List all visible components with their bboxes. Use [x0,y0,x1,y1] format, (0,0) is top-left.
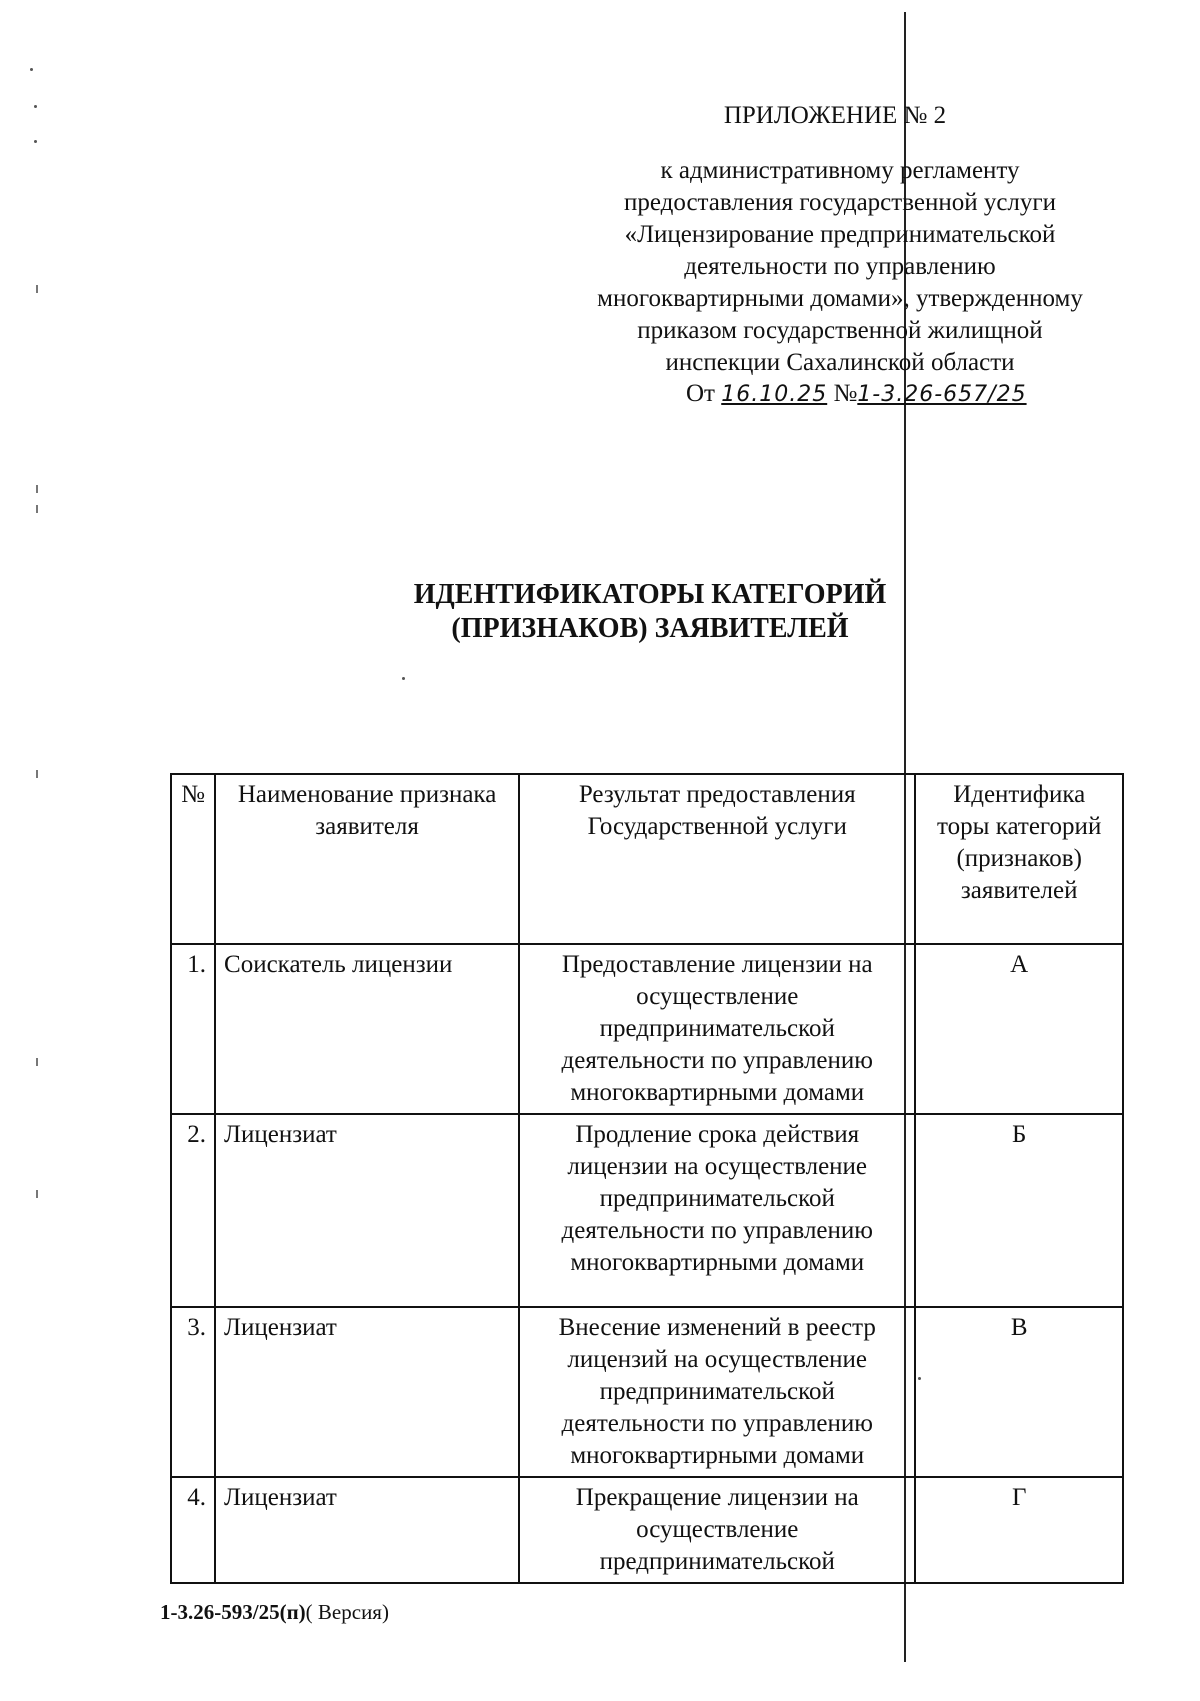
appendix-line: предоставления государственной услуги [623,189,1057,216]
scan-speck [36,505,38,513]
scan-speck [34,105,37,108]
scan-speck [36,285,38,293]
order-reference [686,380,1027,408]
footer-version: ( Версия) [305,1600,389,1624]
row-name: Лицензиат [215,1477,519,1583]
header-name: Наименование признака заявителя [215,774,519,944]
table-row [171,1114,1123,1307]
order-number-label: № [833,380,858,407]
row-result: Внесение изменений в реестр лицензий на осуществление предпринимательской деятельности по управлению многоквартирными домами [519,1307,915,1477]
appendix-line: приказом государственной жилищной [637,317,1043,344]
row-name: Лицензиат [215,1114,519,1307]
appendix-subtitle [555,155,1125,379]
row-number: 2. [171,1114,215,1307]
row-identifier: В [915,1307,1123,1477]
document-title-line: ИДЕНТИФИКАТОРЫ КАТЕГОРИЙ [413,579,887,610]
scan-speck [30,68,33,71]
scan-speck [36,1058,38,1066]
table-row [171,944,1123,1114]
header-identifier: Идентифика торы категорий (признаков) заявителей [915,774,1123,944]
document-footer [160,1600,389,1625]
row-number: 1. [171,944,215,1114]
row-identifier: А [915,944,1123,1114]
appendix-line: деятельности по управлению [684,253,996,280]
table-row [171,1477,1123,1583]
footer-code: 1-3.26-593/25(п) [160,1600,306,1624]
header-number: № [171,774,215,944]
document-title [380,578,920,646]
row-number: 4. [171,1477,215,1583]
scan-speck [36,770,38,778]
row-name: Лицензиат [215,1307,519,1477]
appendix-title: ПРИЛОЖЕНИЕ № 2 [723,102,947,129]
appendix-line: многоквартирными домами», утвержденному [597,285,1083,312]
header-result: Результат предоставления Государственной услуги [519,774,915,944]
appendix-line: «Лицензирование предпринимательской [624,221,1056,248]
row-identifier: Г [915,1477,1123,1583]
document-title-line: (ПРИЗНАКОВ) ЗАЯВИТЕЛЕЙ [451,613,849,644]
row-result: Прекращение лицензии на осуществление предпринимательской [519,1477,915,1583]
order-number: 1-3.26-657/25 [857,382,1027,407]
scan-speck [36,485,38,493]
row-number: 3. [171,1307,215,1477]
order-prefix: От [686,380,715,407]
appendix-line: инспекции Сахалинской области [665,349,1015,376]
table-row [171,1307,1123,1477]
row-name: Соискатель лицензии [215,944,519,1114]
scan-speck [36,1190,38,1198]
appendix-line: к административному регламенту [660,157,1020,184]
row-result: Продление срока действия лицензии на осуществление предпринимательской деятельности по управлению многоквартирными домами [519,1114,915,1307]
scan-speck [34,140,37,143]
applicant-categories-table [170,773,1124,1584]
row-result: Предоставление лицензии на осуществление предпринимательской деятельности по управлению многоквартирными домами [519,944,915,1114]
scan-speck [402,677,405,680]
row-identifier: Б [915,1114,1123,1307]
table-header-row [171,774,1123,944]
order-date: 16.10.25 [721,382,828,407]
